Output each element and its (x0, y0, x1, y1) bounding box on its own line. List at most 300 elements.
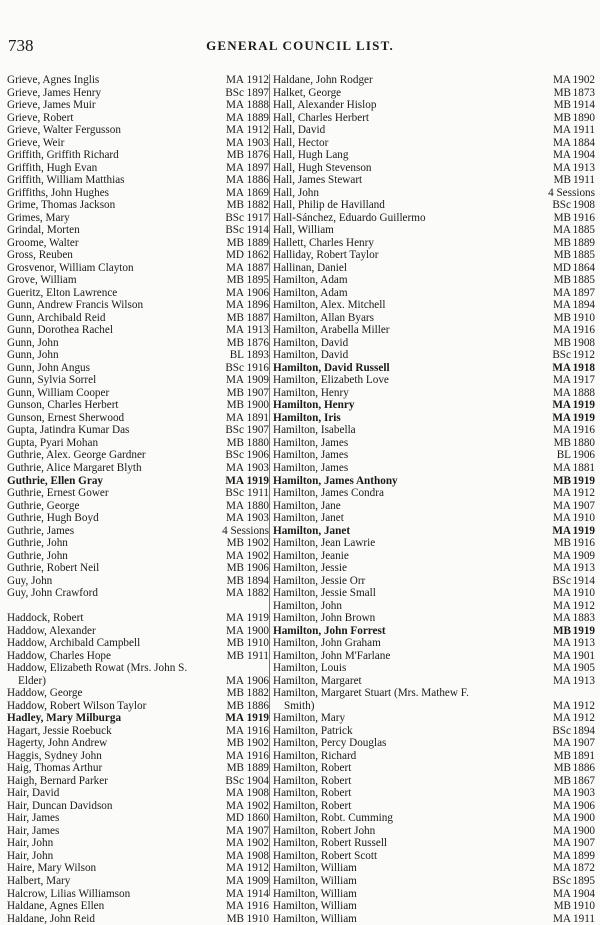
entry-name: Hallinan, Daniel (273, 261, 347, 274)
list-item (273, 737, 595, 750)
entry-name: Halliday, Robert Taylor (273, 249, 379, 262)
entry-degree: BSc (552, 724, 571, 737)
entry-name: Hall-Sánchez, Eduardo Guillermo (273, 211, 426, 224)
entry-name: Grindal, Morten (7, 224, 80, 237)
entry-degree: MA (225, 261, 244, 274)
entry-year: 1916 (572, 537, 595, 550)
entry-name: Guy, John (7, 574, 53, 587)
entry-name: Hamilton, Jessie Orr (273, 574, 366, 587)
entry-year: 1897 (246, 161, 269, 174)
entry-year: 1909 (572, 549, 595, 562)
entry-name: Hamilton, Jessie Small (273, 587, 376, 600)
list-item (273, 587, 595, 600)
entry-degree: MB (553, 537, 571, 550)
entry-year: 1890 (572, 111, 595, 124)
entry-year: 1908 (572, 199, 595, 212)
list-item (273, 775, 595, 788)
list-item (273, 412, 595, 425)
list-item (7, 575, 269, 588)
entry-name: Haddock, Robert (7, 612, 84, 625)
entry-name: Guthrie, James (7, 524, 75, 537)
list-item (273, 212, 595, 225)
entry-name: Gunn, Sylvia Sorrel (7, 374, 97, 387)
entry-name: Hamilton, Robert (273, 787, 352, 800)
entry-degree: MA (225, 837, 244, 850)
entry-degree: MA (552, 912, 571, 925)
entry-degree: MB (553, 311, 571, 324)
entry-year: 1913 (572, 637, 595, 650)
list-item (273, 700, 595, 713)
list-item (7, 287, 269, 300)
list-item (7, 162, 269, 175)
entry-degree: MB (553, 174, 571, 187)
list-item (7, 850, 269, 863)
list-item (7, 174, 269, 187)
entry-year: 1914 (572, 99, 595, 112)
list-item (7, 775, 269, 788)
entry-year: 1919 (246, 612, 269, 625)
list-item (273, 650, 595, 663)
list-item (7, 650, 269, 663)
list-item (273, 575, 595, 588)
list-item (7, 137, 269, 150)
entry-degree: MA (225, 124, 244, 137)
entry-sessions: 4 Sessions (222, 524, 269, 537)
list-item (7, 600, 269, 613)
entry-year: 1881 (572, 461, 595, 474)
list-item (7, 587, 269, 600)
entry-year: 1897 (572, 286, 595, 299)
entry-name: Hall, Hector (273, 136, 329, 149)
entry-year: 1906 (246, 674, 269, 687)
entry-year: 1919 (246, 712, 269, 725)
list-item (7, 762, 269, 775)
entry-name: Guthrie, Hugh Boyd (7, 512, 99, 525)
list-item (7, 149, 269, 162)
entry-name: Hamilton, William (273, 875, 357, 887)
entry-year: 1910 (572, 587, 595, 600)
list-item (7, 424, 269, 437)
entry-year: 1888 (572, 386, 595, 399)
entry-degree: MB (553, 274, 571, 287)
entry-year: 1891 (572, 749, 595, 762)
entry-degree: MA (552, 612, 571, 625)
list-item (273, 362, 595, 375)
entry-degree: MA (552, 512, 571, 525)
entry-year: 1902 (246, 799, 269, 812)
list-item (273, 475, 595, 488)
list-item (7, 675, 269, 688)
entry-name: Hamilton, Allan Byars (273, 311, 374, 324)
entry-year: 1906 (572, 449, 595, 462)
entry-year: 1913 (572, 161, 595, 174)
entry-name: Hamilton, John Forrest (273, 624, 386, 637)
entry-year: 1900 (572, 812, 595, 825)
list-item (273, 562, 595, 575)
entry-degree: MA (552, 662, 571, 675)
list-item (273, 124, 595, 137)
entry-year: 1911 (573, 174, 595, 187)
entry-degree: MA (552, 286, 571, 299)
list-item (273, 174, 595, 187)
entry-name: Hair, David (7, 787, 60, 800)
entry-year: 1919 (572, 624, 595, 637)
entry-year: 1912 (572, 349, 595, 362)
entry-year: 1904 (572, 887, 595, 900)
entry-year: 1887 (246, 261, 269, 274)
entry-name: Hamilton, Margaret (273, 674, 362, 687)
entry-name: Hamilton, James (273, 449, 349, 462)
entry-name: Hall, Hugh Lang (273, 149, 349, 162)
entry-year: 1910 (572, 512, 595, 525)
entry-degree: MA (225, 461, 244, 474)
list-item (273, 424, 595, 437)
entry-name: Hamilton, Iris (273, 411, 341, 424)
entry-degree: MB (553, 336, 571, 349)
entry-name: Hamilton, Adam (273, 286, 348, 299)
entry-name: Haddow, Elizabeth Rowat (Mrs. John S. (7, 662, 188, 675)
list-item (273, 224, 595, 237)
entry-degree: MA (225, 512, 244, 525)
entry-year: 1907 (572, 837, 595, 850)
list-item (273, 437, 595, 450)
entry-degree: MA (552, 587, 571, 600)
entry-name: Guthrie, John (7, 537, 68, 550)
entry-degree: MB (226, 687, 244, 700)
entry-degree: MB (226, 311, 244, 324)
entry-degree: MA (552, 361, 571, 374)
entry-year: 1907 (246, 386, 269, 399)
entry-year: 1880 (246, 436, 269, 449)
list-item (273, 512, 595, 525)
entry-name: Hadley, Mary Milburga (7, 712, 122, 725)
entry-degree: MB (553, 436, 571, 449)
entry-year: 1916 (572, 211, 595, 224)
entry-name: Hamilton, David Russell (273, 361, 390, 374)
entry-year: 1913 (246, 324, 269, 337)
list-item (7, 462, 269, 475)
entry-degree: BSc (225, 424, 244, 437)
entry-degree: MA (552, 787, 571, 800)
entry-degree: MB (226, 699, 244, 712)
entry-degree: MA (552, 499, 571, 512)
entry-degree: MA (552, 161, 571, 174)
list-item (273, 725, 595, 738)
entry-name: Griffith, Hugh Evan (7, 161, 98, 174)
list-item (7, 87, 269, 100)
entry-year: 1912 (572, 487, 595, 500)
entry-year: 1914 (246, 224, 269, 237)
list-item (273, 74, 595, 87)
entry-year: 1909 (246, 875, 269, 887)
list-item (273, 262, 595, 275)
list-item (273, 762, 595, 775)
entry-degree: MA (552, 374, 571, 387)
list-item (7, 199, 269, 212)
entry-name: Grieve, James Muir (7, 99, 96, 112)
entry-degree: MA (225, 186, 244, 199)
entry-degree: MA (552, 461, 571, 474)
list-item (273, 149, 595, 162)
entry-year: 1900 (572, 824, 595, 837)
list-item (7, 625, 269, 638)
entry-year: 1913 (572, 562, 595, 575)
entry-name: Haddow, Charles Hope (7, 649, 111, 662)
list-item (7, 187, 269, 200)
entry-year: 1917 (246, 211, 269, 224)
entry-year: 1906 (246, 286, 269, 299)
entry-degree: BSc (225, 487, 244, 500)
list-item (273, 662, 595, 675)
entry-name: Hamilton, Jeanie (273, 549, 349, 562)
entry-degree: MA (225, 324, 244, 337)
list-item (7, 274, 269, 287)
list-item (7, 124, 269, 137)
entry-degree: MA (225, 174, 244, 187)
entry-degree: MA (225, 99, 244, 112)
entry-year: 1911 (247, 649, 269, 662)
entry-name: Hamilton, William (273, 900, 357, 913)
list-item (7, 725, 269, 738)
list-item (7, 562, 269, 575)
list-item (7, 913, 269, 925)
entry-year: 1910 (246, 912, 269, 925)
entry-name: Hamilton, James Condra (273, 487, 384, 500)
entry-name: Hamilton, John Graham (273, 637, 381, 650)
entry-name: Gueritz, Elton Lawrence (7, 286, 118, 299)
entry-year: 1919 (572, 399, 595, 412)
entry-name: Haigh, Bernard Parker (7, 774, 108, 787)
list-item (273, 862, 595, 875)
entry-name: Haldane, John Reid (7, 912, 95, 925)
entry-year: 1905 (572, 662, 595, 675)
entry-degree: BL (556, 449, 571, 462)
entry-degree: BL (229, 349, 244, 362)
entry-year: 1882 (246, 687, 269, 700)
entry-name: Hamilton, Adam (273, 274, 348, 287)
list-item (273, 525, 595, 538)
entry-year: 1916 (246, 724, 269, 737)
entry-year: 1887 (246, 311, 269, 324)
entry-degree: MB (226, 336, 244, 349)
list-item (273, 687, 595, 700)
entry-degree: MA (552, 399, 571, 412)
list-item (273, 837, 595, 850)
entry-name: Grieve, Walter Fergusson (7, 124, 121, 137)
list-item (7, 337, 269, 350)
entry-year: 1906 (246, 562, 269, 575)
list-item (273, 287, 595, 300)
entry-name: Hamilton, Janet (273, 524, 351, 537)
list-item (273, 500, 595, 513)
entry-year: 1919 (246, 474, 269, 487)
entry-name: Hamilton, Jean Lawrie (273, 537, 376, 550)
list-item (273, 299, 595, 312)
entry-name: Hamilton, Isabella (273, 424, 356, 437)
entry-year: 1912 (246, 862, 269, 875)
entry-name: Halket, George (273, 86, 342, 99)
entry-name: Hamilton, David (273, 349, 349, 362)
entry-year: 1903 (246, 461, 269, 474)
entry-year: 1912 (572, 712, 595, 725)
entry-name: Hair, Duncan Davidson (7, 799, 113, 812)
entry-degree: MA (225, 875, 244, 887)
entry-year: 1910 (572, 900, 595, 913)
entry-degree: MD (552, 261, 571, 274)
entry-degree: MA (225, 712, 244, 725)
entry-degree: MB (226, 649, 244, 662)
list-item (273, 187, 595, 200)
entry-degree: MA (552, 837, 571, 850)
entry-degree: MA (552, 649, 571, 662)
entry-degree: MB (226, 149, 244, 162)
entry-name: Hamilton, Robert (273, 774, 352, 787)
entry-year: 1894 (572, 724, 595, 737)
entry-degree: MB (226, 637, 244, 650)
entry-year: 1900 (246, 399, 269, 412)
entry-name: Hamilton, Robt. Cumming (273, 812, 393, 825)
entry-year: 1910 (572, 311, 595, 324)
page-header (0, 36, 600, 56)
entry-year: 1889 (246, 236, 269, 249)
entry-name: Hamilton, Arabella Miller (273, 324, 390, 337)
entry-name: Hamilton, Janet (273, 512, 344, 525)
list-item (273, 349, 595, 362)
entry-degree: MA (552, 562, 571, 575)
entry-year: 1876 (246, 336, 269, 349)
entry-degree: MA (225, 111, 244, 124)
entry-name: Gross, Reuben (7, 249, 73, 262)
entry-name: Gupta, Jatindra Kumar Das (7, 424, 130, 437)
entry-name: Hamilton, Patrick (273, 724, 353, 737)
entry-year: 1899 (572, 849, 595, 862)
entry-year: 1872 (572, 862, 595, 875)
list-item (7, 888, 269, 901)
list-item (7, 500, 269, 513)
list-item (7, 612, 269, 625)
list-item (7, 249, 269, 262)
entry-year: 1904 (572, 149, 595, 162)
entry-name: Grieve, Agnes Inglis (7, 74, 100, 86)
list-item (7, 537, 269, 550)
entry-year: 1916 (246, 361, 269, 374)
entry-name: Guthrie, Ellen Gray (7, 474, 104, 487)
entry-degree: MA (552, 324, 571, 337)
list-item (273, 625, 595, 638)
entry-year: 1867 (572, 774, 595, 787)
entry-name: Hall, John (273, 186, 319, 199)
list-item (7, 437, 269, 450)
entry-degree: MA (225, 674, 244, 687)
entry-year: 1900 (246, 624, 269, 637)
list-item (7, 362, 269, 375)
entry-year: 1902 (246, 537, 269, 550)
list-item (7, 387, 269, 400)
entry-year: 1904 (246, 774, 269, 787)
entry-name: Grime, Thomas Jackson (7, 199, 116, 212)
list-item (273, 374, 595, 387)
list-item (273, 237, 595, 250)
entry-name: Hamilton, William (273, 912, 357, 925)
list-item (273, 812, 595, 825)
entry-name: Hall, William (273, 224, 334, 237)
entry-name: Hamilton, Robert (273, 799, 352, 812)
entry-name: Hamilton, Richard (273, 749, 357, 762)
entry-degree: MB (226, 236, 244, 249)
list-item (273, 537, 595, 550)
entry-name: Hamilton, James (273, 436, 349, 449)
entry-degree: MA (225, 824, 244, 837)
entry-name: Griffiths, John Hughes (7, 186, 110, 199)
entry-year: 1916 (246, 749, 269, 762)
entry-name: Guthrie, George (7, 499, 80, 512)
entry-name: Grieve, Weir (7, 136, 65, 149)
entry-degree: MA (552, 699, 571, 712)
entry-name: Hamilton, James (273, 461, 349, 474)
entry-degree: BSc (225, 211, 244, 224)
list-item (273, 550, 595, 563)
entry-degree: MB (553, 749, 571, 762)
entry-name: Hamilton, Alex. Mitchell (273, 299, 386, 312)
entry-name: Hamilton, Mary (273, 712, 346, 725)
entry-name: Hamilton, John Brown (273, 612, 376, 625)
list-item (273, 337, 595, 350)
column-divider (269, 74, 270, 896)
entry-year: 1894 (572, 299, 595, 312)
entry-name: Guthrie, Robert Neil (7, 562, 100, 575)
entry-name: Guthrie, Ernest Gower (7, 487, 109, 500)
list-item (273, 449, 595, 462)
entry-degree: MA (552, 599, 571, 612)
entry-degree: MA (552, 124, 571, 137)
page-title: GENERAL COUNCIL LIST. (206, 38, 394, 53)
entry-name: Hair, John (7, 849, 54, 862)
entry-name: Haggis, Sydney John (7, 749, 102, 762)
entry-year: 1919 (572, 524, 595, 537)
list-item (273, 825, 595, 838)
entry-degree: MD (225, 812, 244, 825)
entry-year: 1902 (246, 549, 269, 562)
entry-name: Grimes, Mary (7, 211, 70, 224)
entry-name: Guthrie, Alice Margaret Blyth (7, 461, 142, 474)
entry-degree: MB (552, 624, 571, 637)
entry-year: 1902 (246, 837, 269, 850)
list-item (273, 900, 595, 913)
entry-year: 1913 (572, 674, 595, 687)
entry-name: Hamilton, Robert John (273, 824, 376, 837)
entry-year: 1908 (246, 787, 269, 800)
entry-name: Gunn, Dorothea Rachel (7, 324, 113, 337)
entry-name: Hagerty, John Andrew (7, 737, 108, 750)
entry-degree: MA (552, 637, 571, 650)
entry-year: 1919 (572, 411, 595, 424)
entry-name: Hall, Charles Herbert (273, 111, 369, 124)
entry-degree: MA (225, 749, 244, 762)
list-item (7, 412, 269, 425)
list-item (7, 812, 269, 825)
entry-degree: BSc (552, 199, 571, 212)
list-item (7, 99, 269, 112)
entry-year: 1884 (572, 136, 595, 149)
entry-year: 1895 (246, 274, 269, 287)
entry-year: 1886 (572, 762, 595, 775)
list-item (7, 825, 269, 838)
entry-degree: MB (226, 274, 244, 287)
entry-year: 1910 (246, 637, 269, 650)
list-item (7, 74, 269, 87)
entry-degree: MB (553, 762, 571, 775)
list-item (7, 637, 269, 650)
